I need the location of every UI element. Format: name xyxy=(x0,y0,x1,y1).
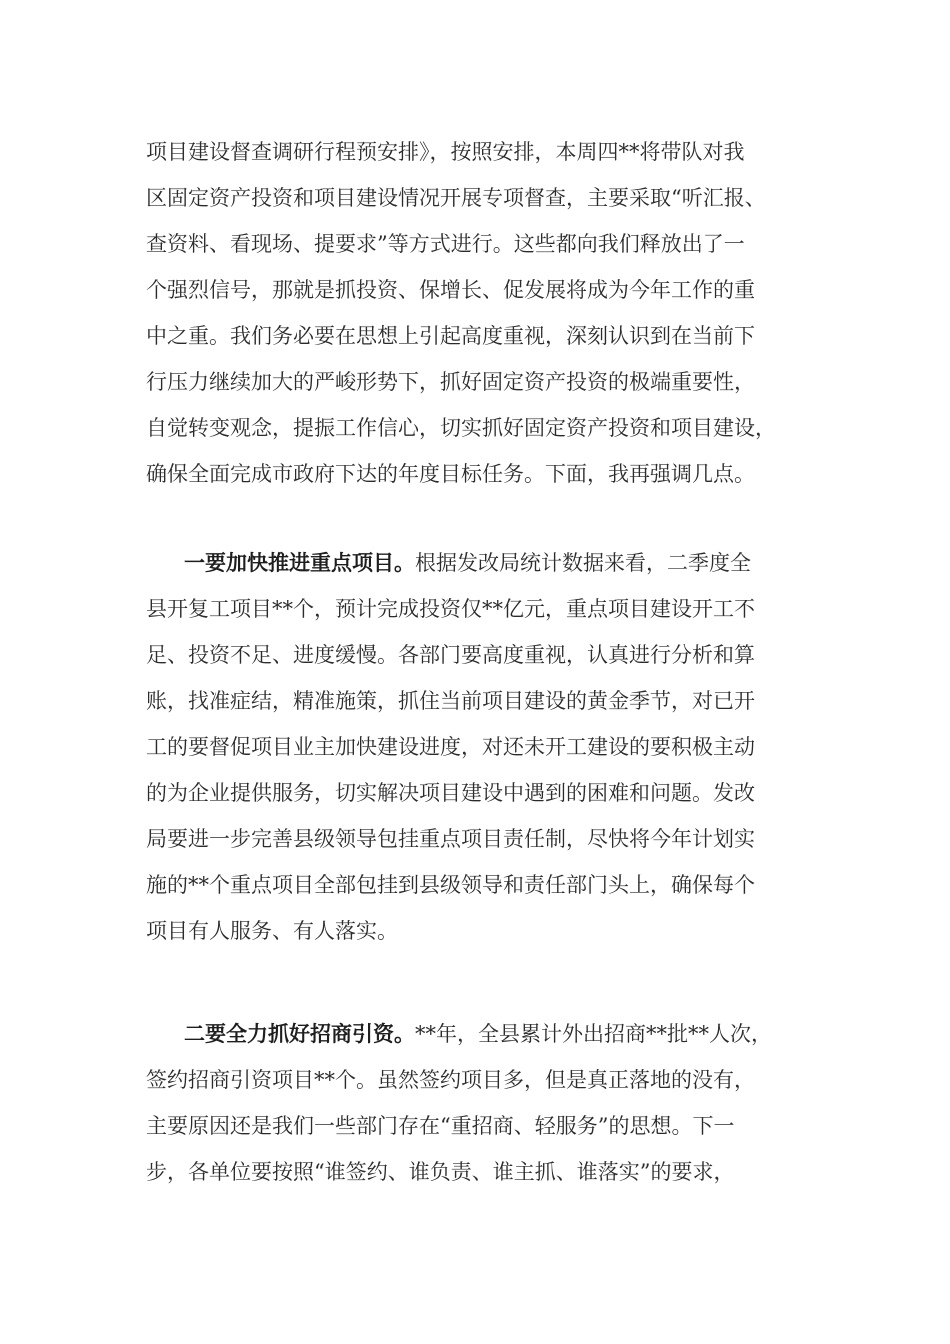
text-line-first xyxy=(146,1011,826,1057)
text-line: 项目有人服务、有人落实。 xyxy=(146,919,398,943)
text-line: 足、投资不足、进度缓慢。各部门要高度重视，认真进行分析和算 xyxy=(146,643,755,667)
section-heading: 二要全力抓好招商引资。 xyxy=(184,1021,415,1046)
text-line: 个强烈信号，那就是抓投资、保增长、促发展将成为今年工作的重 xyxy=(146,278,755,302)
text-line: 账，找准症结，精准施策，抓住当前项目建设的黄金季节，对已开 xyxy=(146,689,755,713)
text-line: 局要进一步完善县级领导包挂重点项目责任制，尽快将今年计划实 xyxy=(146,827,755,851)
text-line: 自觉转变观念，提振工作信心，切实抓好固定资产投资和项目建设， xyxy=(146,416,776,440)
text-line: 的为企业提供服务，切实解决项目建设中遇到的困难和问题。发改 xyxy=(146,781,755,805)
text-line: 确保全面完成市政府下达的年度目标任务。下面，我再强调几点。 xyxy=(146,462,755,486)
paragraph-key-projects xyxy=(146,540,826,954)
text-line: 查资料、看现场、提要求”等方式进行。这些都向我们释放出了一 xyxy=(146,232,745,256)
text-run: 根据发改局统计数据来看，二季度全 xyxy=(415,551,751,575)
text-line: 行压力继续加大的严峻形势下，抓好固定资产投资的极端重要性， xyxy=(146,370,755,394)
paragraph-investment xyxy=(146,1011,826,1195)
paragraph-intro xyxy=(146,129,826,497)
section-heading: 一要加快推进重点项目。 xyxy=(184,550,415,575)
text-line: 主要原因还是我们一些部门存在“重招商、轻服务”的思想。下一 xyxy=(146,1114,735,1138)
text-line: 工的要督促项目业主加快建设进度，对还未开工建设的要积极主动 xyxy=(146,735,755,759)
text-run: **年，全县累计外出招商**批**人次， xyxy=(415,1022,772,1046)
text-line: 施的**个重点项目全部包挂到县级领导和责任部门头上，确保每个 xyxy=(146,873,755,897)
text-line: 中之重。我们务必要在思想上引起高度重视，深刻认识到在当前下 xyxy=(146,324,755,348)
text-line: 项目建设督查调研行程预安排》，按照安排，本周四**将带队对我 xyxy=(146,140,745,164)
text-line: 区固定资产投资和项目建设情况开展专项督查，主要采取“听汇报、 xyxy=(146,186,766,210)
text-line-first xyxy=(146,540,826,586)
text-line: 步，各单位要按照“谁签约、谁负责、谁主抓、谁落实”的要求， xyxy=(146,1160,735,1184)
text-line: 签约招商引资项目**个。虽然签约项目多，但是真正落地的没有， xyxy=(146,1068,755,1092)
text-line: 县开复工项目**个，预计完成投资仅**亿元，重点项目建设开工不 xyxy=(146,597,755,621)
